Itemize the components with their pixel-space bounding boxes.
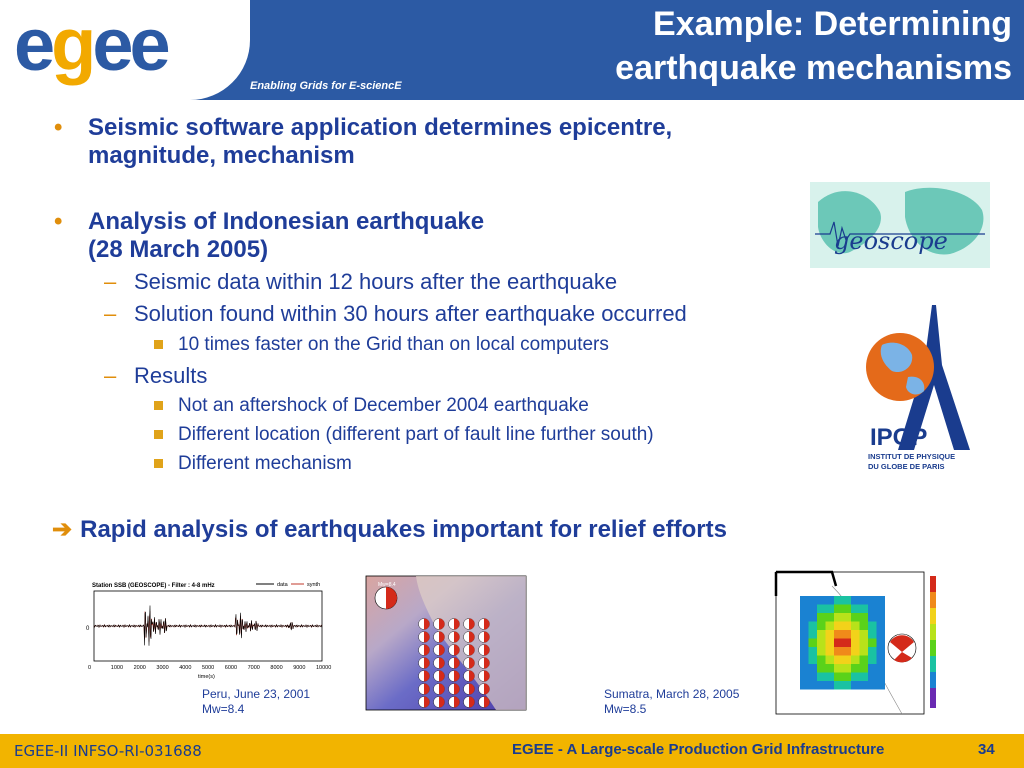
heatmap-cell xyxy=(877,673,886,682)
peru-caption-line-1: Peru, June 23, 2001 xyxy=(202,687,311,701)
x-tick-label: 6000 xyxy=(224,665,238,671)
heatmap-cell xyxy=(809,605,818,614)
heatmap-cell xyxy=(800,647,809,656)
page-title xyxy=(452,2,1012,90)
heatmap-cell xyxy=(834,656,843,665)
heatmap-cell xyxy=(860,613,869,622)
bullet-seismic-software xyxy=(54,114,673,170)
heatmap-cell xyxy=(800,605,809,614)
y-tick-0: 0 xyxy=(86,626,90,632)
heatmap-cell xyxy=(826,664,835,673)
conclusion-text: Rapid analysis of earthquakes important for relief efforts xyxy=(80,516,727,543)
sub-bullet-text: Seismic data within 12 hours after the earthquake xyxy=(134,269,618,294)
heatmap-cell xyxy=(834,605,843,614)
bullet-text: Analysis of Indonesian earthquake xyxy=(88,208,485,235)
heatmap-cell xyxy=(817,681,826,690)
heatmap-cell xyxy=(800,639,809,648)
heatmap-cell xyxy=(851,613,860,622)
legend-synth: synth xyxy=(307,582,321,588)
heatmap-cell xyxy=(826,605,835,614)
heatmap-cell xyxy=(860,647,869,656)
geoscope-logo xyxy=(810,182,990,268)
heatmap-cell xyxy=(843,656,852,665)
heatmap-cell xyxy=(826,630,835,639)
sumatra-caption-line-1: Sumatra, March 28, 2005 xyxy=(604,687,740,701)
heatmap-cell xyxy=(860,630,869,639)
heatmap-cell xyxy=(809,673,818,682)
heatmap-cell xyxy=(843,647,852,656)
heatmap-cell xyxy=(834,681,843,690)
x-tick-label: 3000 xyxy=(156,665,169,671)
heatmap-cell xyxy=(868,673,877,682)
slide-number: 34 xyxy=(978,741,995,758)
x-tick-label: 0 xyxy=(88,665,92,671)
detail-text: Not an aftershock of December 2004 earthquake xyxy=(178,395,589,416)
heatmap-cell xyxy=(809,681,818,690)
legend-data: data xyxy=(277,582,288,588)
sub-bullet-text: Results xyxy=(134,363,208,388)
heatmap-cell xyxy=(834,622,843,631)
x-tick-label: 2000 xyxy=(133,665,146,671)
square-marker xyxy=(154,459,163,468)
heatmap-cell xyxy=(817,613,826,622)
heatmap-cell xyxy=(826,656,835,665)
bullet-text: Seismic software application determines epicentre, xyxy=(88,114,673,141)
heatmap-cell xyxy=(834,596,843,605)
heatmap-cell xyxy=(843,613,852,622)
heatmap-cell xyxy=(877,622,886,631)
footer-project-id: EGEE-II INFSO-RI-031688 xyxy=(14,742,202,760)
sumatra-caption xyxy=(604,687,739,717)
bullet-dot: • xyxy=(54,208,63,235)
heatmap-cell xyxy=(860,656,869,665)
magnitude-label: Mw=8.4 xyxy=(378,582,396,588)
heatmap-cell xyxy=(809,613,818,622)
heatmap-cell xyxy=(826,681,835,690)
heatmap-cell xyxy=(843,664,852,673)
detail-text: Different location (different part of fault line further south) xyxy=(178,424,654,445)
heatmap-cell xyxy=(826,673,835,682)
heatmap-cell xyxy=(826,639,835,648)
ipgp-subtitle-2: DU GLOBE DE PARIS xyxy=(868,462,945,471)
heatmap-cell xyxy=(860,605,869,614)
square-marker xyxy=(154,340,163,349)
seismogram-title: Station SSB (GEOSCOPE) - Filter : 4-8 mHz xyxy=(92,583,215,589)
heatmap-cell xyxy=(877,656,886,665)
footer-bar xyxy=(0,734,1024,768)
footer-title: EGEE - A Large-scale Production Grid Infrastructure xyxy=(512,741,885,758)
x-tick-label: 5000 xyxy=(202,665,215,671)
heatmap-cell xyxy=(877,681,886,690)
heatmap-cell xyxy=(800,681,809,690)
bullet-dot: • xyxy=(54,114,63,141)
heatmap-cell xyxy=(834,647,843,656)
ipgp-logo xyxy=(862,305,974,475)
ipgp-wordmark: IPGP xyxy=(870,424,928,451)
detail-text: 10 times faster on the Grid than on local computers xyxy=(178,334,609,355)
x-tick-label: 4000 xyxy=(179,665,192,671)
heatmap-cell xyxy=(817,596,826,605)
heatmap-cell xyxy=(868,647,877,656)
heatmap-cell xyxy=(834,664,843,673)
ipgp-subtitle-1: INSTITUT DE PHYSIQUE xyxy=(868,452,956,461)
heatmap-cell xyxy=(851,596,860,605)
heatmap-cell xyxy=(826,596,835,605)
heatmap-cell xyxy=(817,656,826,665)
heatmap-cell xyxy=(877,664,886,673)
detail-bullet-result-3 xyxy=(178,453,352,475)
sub-bullet-solution-found xyxy=(104,301,687,327)
heatmap-cell xyxy=(851,681,860,690)
heatmap-cell xyxy=(809,647,818,656)
heatmap-cell xyxy=(877,605,886,614)
heatmap-cell xyxy=(800,656,809,665)
heatmap-cell xyxy=(809,596,818,605)
heatmap-cell xyxy=(877,596,886,605)
heatmap-cell xyxy=(809,630,818,639)
dash-marker: – xyxy=(104,301,117,326)
seismogram-figure xyxy=(86,576,336,682)
heatmap-cell xyxy=(809,639,818,648)
x-tick-label: 1000 xyxy=(110,665,124,671)
heatmap-cell xyxy=(800,613,809,622)
x-tick-label: 10000 xyxy=(316,665,332,671)
heatmap-cell xyxy=(851,630,860,639)
heatmap-cell xyxy=(843,639,852,648)
x-tick-label: 9000 xyxy=(293,665,306,671)
detail-bullet-faster xyxy=(178,334,609,356)
heatmap-cell xyxy=(868,681,877,690)
heatmap-cell xyxy=(826,647,835,656)
detail-bullet-result-1 xyxy=(178,395,589,417)
dash-marker: – xyxy=(104,269,117,294)
heatmap-cell xyxy=(851,647,860,656)
heatmap-cell xyxy=(817,647,826,656)
heatmap-cell xyxy=(817,622,826,631)
heatmap-cell xyxy=(877,630,886,639)
egee-logo xyxy=(0,0,250,100)
geoscope-wordmark: geoscope xyxy=(834,227,948,255)
heatmap-cell xyxy=(826,613,835,622)
heatmap-cell xyxy=(860,664,869,673)
heatmap-cell xyxy=(868,664,877,673)
square-marker xyxy=(154,430,163,439)
sub-bullet-seismic-data xyxy=(104,269,618,295)
logo-wordmark: egee xyxy=(14,3,167,86)
heatmap-cell xyxy=(843,681,852,690)
heatmap-cell xyxy=(851,673,860,682)
peru-caption xyxy=(202,687,310,717)
heatmap-cell xyxy=(851,605,860,614)
heatmap-cell xyxy=(877,613,886,622)
heatmap-cell xyxy=(834,613,843,622)
bullet-text-cont: magnitude, mechanism xyxy=(88,142,355,169)
heatmap-cell xyxy=(877,647,886,656)
heatmap-cell xyxy=(868,630,877,639)
heatmap-cell xyxy=(868,605,877,614)
heatmap-cell xyxy=(877,639,886,648)
tagline: Enabling Grids for E-sciencE xyxy=(250,80,402,92)
heatmap-cell xyxy=(851,622,860,631)
heatmap-cell xyxy=(809,664,818,673)
heatmap-cell xyxy=(860,622,869,631)
heatmap-cell xyxy=(800,664,809,673)
heatmap-cell xyxy=(851,664,860,673)
heatmap-cell xyxy=(843,605,852,614)
heatmap-cell xyxy=(851,656,860,665)
dash-marker: – xyxy=(104,363,117,388)
arrow-right-icon: ➔ xyxy=(52,516,73,543)
heatmap-cell xyxy=(817,664,826,673)
heatmap-cell xyxy=(868,622,877,631)
heatmap-grid xyxy=(800,596,885,690)
heatmap-cell xyxy=(800,630,809,639)
peru-caption-line-2: Mw=8.4 xyxy=(202,702,245,716)
title-line-1: Example: Determining xyxy=(653,5,1012,43)
heatmap-cell xyxy=(860,639,869,648)
conclusion-statement xyxy=(52,516,727,544)
heatmap-cell xyxy=(800,596,809,605)
heatmap-cell xyxy=(817,630,826,639)
heatmap-cell xyxy=(868,596,877,605)
heatmap-cell xyxy=(843,622,852,631)
heatmap-cell xyxy=(868,656,877,665)
x-tick-label: 8000 xyxy=(270,665,283,671)
heatmap-cell xyxy=(834,639,843,648)
sub-bullet-text: Solution found within 30 hours after earthquake occurred xyxy=(134,301,687,326)
heatmap-cell xyxy=(834,673,843,682)
heatmap-cell xyxy=(843,596,852,605)
heatmap-cell xyxy=(868,639,877,648)
bullet-text-cont: (28 March 2005) xyxy=(88,236,269,263)
heatmap-cell xyxy=(860,681,869,690)
heatmap-cell xyxy=(843,630,852,639)
heatmap-cell xyxy=(817,639,826,648)
heatmap-cell xyxy=(843,673,852,682)
x-axis-label: time(s) xyxy=(198,674,215,680)
heatmap-cell xyxy=(809,656,818,665)
heatmap-cell xyxy=(817,605,826,614)
heatmap-cell xyxy=(800,622,809,631)
heatmap-cell xyxy=(809,622,818,631)
peru-map-figure xyxy=(356,568,532,718)
x-tick-label: 7000 xyxy=(247,665,260,671)
heatmap-cell xyxy=(826,622,835,631)
title-line-2: earthquake mechanisms xyxy=(615,49,1012,87)
sumatra-map-figure xyxy=(762,566,948,724)
color-scale-bar xyxy=(930,576,936,708)
heatmap-cell xyxy=(860,596,869,605)
sub-bullet-results xyxy=(104,363,208,389)
detail-text: Different mechanism xyxy=(178,453,352,474)
heatmap-cell xyxy=(851,639,860,648)
heatmap-cell xyxy=(817,673,826,682)
bullet-indonesian-analysis xyxy=(54,208,485,264)
heatmap-cell xyxy=(868,613,877,622)
detail-bullet-result-2 xyxy=(178,424,654,446)
square-marker xyxy=(154,401,163,410)
heatmap-cell xyxy=(860,673,869,682)
heatmap-cell xyxy=(834,630,843,639)
heatmap-cell xyxy=(800,673,809,682)
sumatra-caption-line-2: Mw=8.5 xyxy=(604,702,647,716)
